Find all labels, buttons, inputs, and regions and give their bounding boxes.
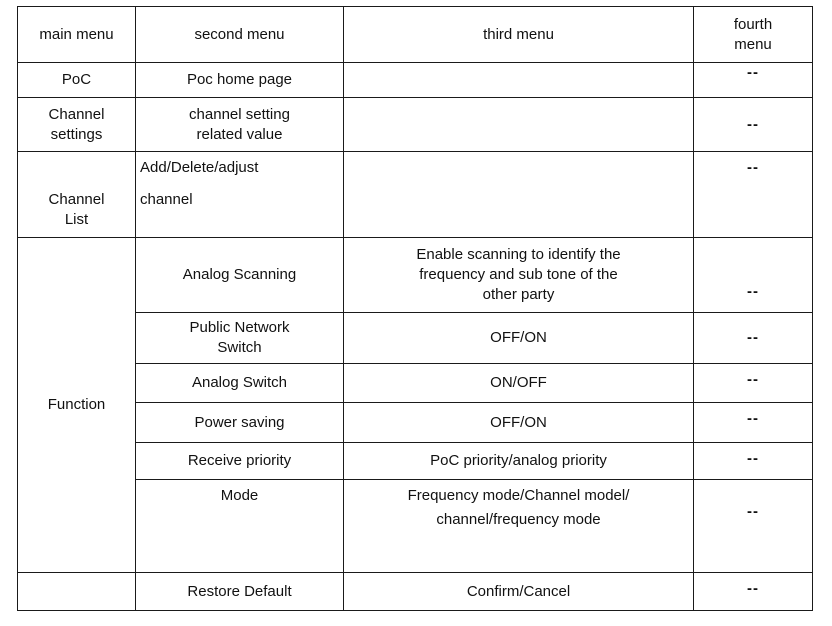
- third-menu-on-off: ON/OFF: [490, 374, 547, 391]
- header-fourth-line2: menu: [734, 35, 772, 53]
- fourth-menu-cell: [694, 152, 813, 238]
- table-row: [18, 403, 813, 443]
- third-menu-analog-scanning-line1: Enable scanning to identify the: [416, 246, 621, 263]
- fourth-menu-cell: [694, 98, 813, 152]
- table-row: [18, 364, 813, 403]
- third-menu-confirm-cancel: Confirm/Cancel: [466, 582, 571, 600]
- third-menu-cell: [344, 238, 694, 313]
- fourth-menu-cell: [694, 364, 813, 403]
- header-main-label: main menu: [39, 25, 114, 43]
- third-menu-cell: [344, 313, 694, 364]
- fourth-menu-cell: [694, 238, 813, 313]
- second-menu-cell: [136, 364, 344, 403]
- fourth-menu-dash: --: [747, 159, 759, 176]
- third-menu-off-on: OFF/ON: [490, 329, 547, 346]
- fourth-menu-dash: --: [747, 580, 759, 597]
- third-menu-cell: [344, 573, 694, 611]
- second-menu-poc-home: Poc home page: [186, 71, 293, 88]
- second-menu-public-network-line2: Switch: [217, 339, 262, 356]
- fourth-menu-cell: [694, 443, 813, 480]
- third-menu-cell: [344, 480, 694, 573]
- main-menu-cell: [18, 98, 136, 152]
- table-row: [18, 443, 813, 480]
- menu-table: [17, 6, 813, 611]
- second-menu-cell: [136, 573, 344, 611]
- table-row: [18, 63, 813, 98]
- main-menu-channel-settings-line1: Channel: [48, 105, 105, 123]
- second-menu-cell: [136, 313, 344, 364]
- second-menu-channel-setting-line2: related value: [196, 125, 283, 143]
- second-menu-public-network-line1: Public Network: [189, 319, 290, 336]
- second-menu-analog-scanning: Analog Scanning: [182, 266, 297, 283]
- second-menu-add-delete-line2: channel: [140, 191, 193, 208]
- second-menu-receive-priority: Receive priority: [187, 452, 292, 469]
- second-menu-restore-default: Restore Default: [187, 582, 292, 600]
- header-fourth-menu: [694, 7, 813, 63]
- fourth-menu-cell: [694, 480, 813, 573]
- header-main-menu: [18, 7, 136, 63]
- fourth-menu-dash: --: [747, 64, 759, 81]
- second-menu-cell: [136, 403, 344, 443]
- header-third-label: third menu: [483, 25, 554, 43]
- fourth-menu-dash: --: [747, 450, 759, 467]
- main-menu-poc: PoC: [61, 71, 92, 88]
- table-row: [18, 313, 813, 364]
- fourth-menu-dash: --: [747, 329, 759, 346]
- fourth-menu-dash: --: [747, 371, 759, 388]
- third-menu-mode-line2: channel/frequency mode: [436, 511, 601, 528]
- main-menu-cell: [18, 63, 136, 98]
- third-menu-cell: [344, 443, 694, 480]
- third-menu-analog-scanning-line3: other party: [482, 286, 555, 303]
- third-menu-off-on: OFF/ON: [490, 413, 547, 431]
- third-menu-poc-analog-priority: PoC priority/analog priority: [430, 452, 607, 469]
- main-menu-channel-list-line2: List: [64, 210, 89, 228]
- second-menu-cell: [136, 63, 344, 98]
- table-row: [18, 98, 813, 152]
- main-menu-channel-list-line1: Channel: [48, 190, 105, 208]
- second-menu-cell: [136, 480, 344, 573]
- third-menu-cell: [344, 152, 694, 238]
- second-menu-cell: [136, 238, 344, 313]
- main-menu-function: Function: [47, 396, 106, 413]
- third-menu-cell: [344, 364, 694, 403]
- main-menu-cell: [18, 152, 136, 238]
- third-menu-cell: [344, 403, 694, 443]
- second-menu-mode: Mode: [220, 487, 259, 504]
- third-menu-mode-line1: Frequency mode/Channel model/: [407, 487, 630, 504]
- fourth-menu-cell: [694, 63, 813, 98]
- second-menu-add-delete-line1: Add/Delete/adjust: [140, 159, 259, 176]
- fourth-menu-dash: --: [747, 283, 759, 300]
- header-row: [18, 7, 813, 63]
- fourth-menu-cell: [694, 573, 813, 611]
- second-menu-cell: [136, 98, 344, 152]
- table-row: [18, 480, 813, 573]
- table-row: [18, 238, 813, 313]
- fourth-menu-dash: --: [747, 410, 759, 427]
- fourth-menu-dash: --: [747, 503, 759, 520]
- fourth-menu-cell: [694, 403, 813, 443]
- second-menu-channel-setting-line1: channel setting: [189, 105, 290, 123]
- header-fourth-line1: fourth: [733, 15, 773, 33]
- second-menu-analog-switch: Analog Switch: [191, 374, 288, 391]
- fourth-menu-cell: [694, 313, 813, 364]
- third-menu-cell: [344, 98, 694, 152]
- header-third-menu: [344, 7, 694, 63]
- main-menu-channel-settings-line2: settings: [50, 125, 103, 143]
- main-menu-cell: [18, 238, 136, 573]
- header-second-menu: [136, 7, 344, 63]
- second-menu-cell: [136, 443, 344, 480]
- header-second-label: second menu: [194, 25, 285, 43]
- third-menu-cell: [344, 63, 694, 98]
- table-row: [18, 152, 813, 238]
- main-menu-cell: [18, 573, 136, 611]
- fourth-menu-dash: --: [747, 115, 759, 133]
- table-row: [18, 573, 813, 611]
- second-menu-cell: [136, 152, 344, 238]
- third-menu-analog-scanning-line2: frequency and sub tone of the: [419, 266, 618, 283]
- second-menu-power-saving: Power saving: [194, 413, 285, 431]
